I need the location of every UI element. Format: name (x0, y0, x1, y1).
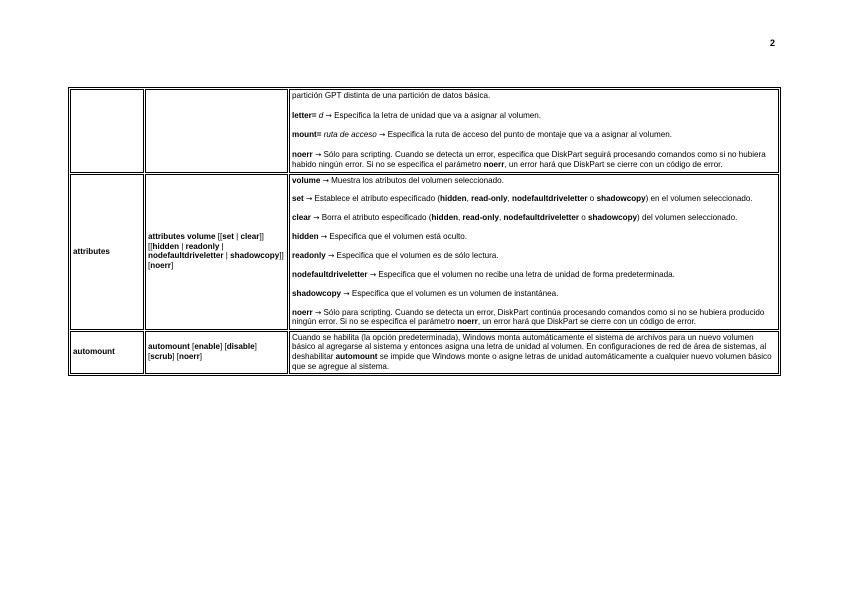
command-syntax-cell (145, 89, 288, 173)
description-paragraph: volume → Muestra los atributos del volumen seleccionado. (292, 175, 504, 185)
command-name-cell: automount (70, 331, 144, 374)
parameter-description-cell (289, 89, 779, 173)
command-name-cell: attributes (70, 174, 144, 330)
description-paragraph: partición GPT distinta de una partición de datos básica. (292, 91, 491, 100)
parameter-description-cell (289, 174, 779, 330)
command-name-cell (70, 89, 144, 173)
description-paragraph: clear → Borra el atributo especificado (hidden, read-only, nodefaultdriveletter o shadowcopy) del volumen seleccionado. (292, 213, 738, 223)
description-paragraph: nodefaultdriveletter → Especifica que el volumen no recibe una letra de unidad de forma predeterminada. (292, 269, 675, 279)
diskpart-command-table (68, 87, 781, 376)
description-paragraph: Cuando se habilita (la opción predeterminada), Windows monta automáticamente el sistema de archivos para un nuevo volumen básico al agregarse al sistema y entonces asigna una letra de unidad al volumen. En configuraciones de red de área de sistemas, al deshabilitar automount se impide que Windows monte o asigne letras de unidad automáticamente a cualquier nuevo volumen básico que se agregue al sistema. (292, 332, 772, 371)
description-paragraph: hidden → Especifica que el volumen está oculto. (292, 232, 467, 242)
table-row (70, 89, 779, 173)
description-paragraph: shadowcopy → Especifica que el volumen es un volumen de instantánea. (292, 288, 559, 298)
description-paragraph: set → Establece el atributo especificado (hidden, read-only, nodefaultdriveletter o shadowcopy) en el volumen seleccionado. (292, 194, 753, 204)
description-paragraph: mount= ruta de acceso → Especifica la ruta de acceso del punto de montaje que va a asignar al volumen. (292, 130, 672, 140)
description-paragraph: letter= d → Especifica la letra de unidad que va a asignar al volumen. (292, 110, 542, 120)
table-row (70, 331, 779, 374)
description-paragraph: noerr → Sólo para scripting. Cuando se detecta un error, especifica que DiskPart seguirá procesando comandos como si no hubiera habido ningún error. Si no se especifica el parámetro noerr, un error hará que DiskPart se cierre con un código de error. (292, 150, 766, 170)
table-row (70, 174, 779, 330)
command-syntax-cell: automount [enable] [disable] [scrub] [noerr] (145, 331, 288, 374)
command-syntax-cell: attributes volume [[set | clear]] [[hidden | readonly | nodefaultdriveletter | shadowcopy]] [noerr] (145, 174, 288, 330)
page-number: 2 (770, 38, 776, 48)
table-body (70, 89, 779, 374)
description-paragraph: noerr → Sólo para scripting. Cuando se detecta un error, DiskPart continúa procesando comandos como si no se hubiera producido ningún error. Si no se especifica el parámetro noerr, un error hará que DiskPart se cierre con un código de error. (292, 307, 765, 327)
description-paragraph: readonly → Especifica que el volumen es de sólo lectura. (292, 251, 499, 260)
parameter-description-cell (289, 331, 779, 374)
